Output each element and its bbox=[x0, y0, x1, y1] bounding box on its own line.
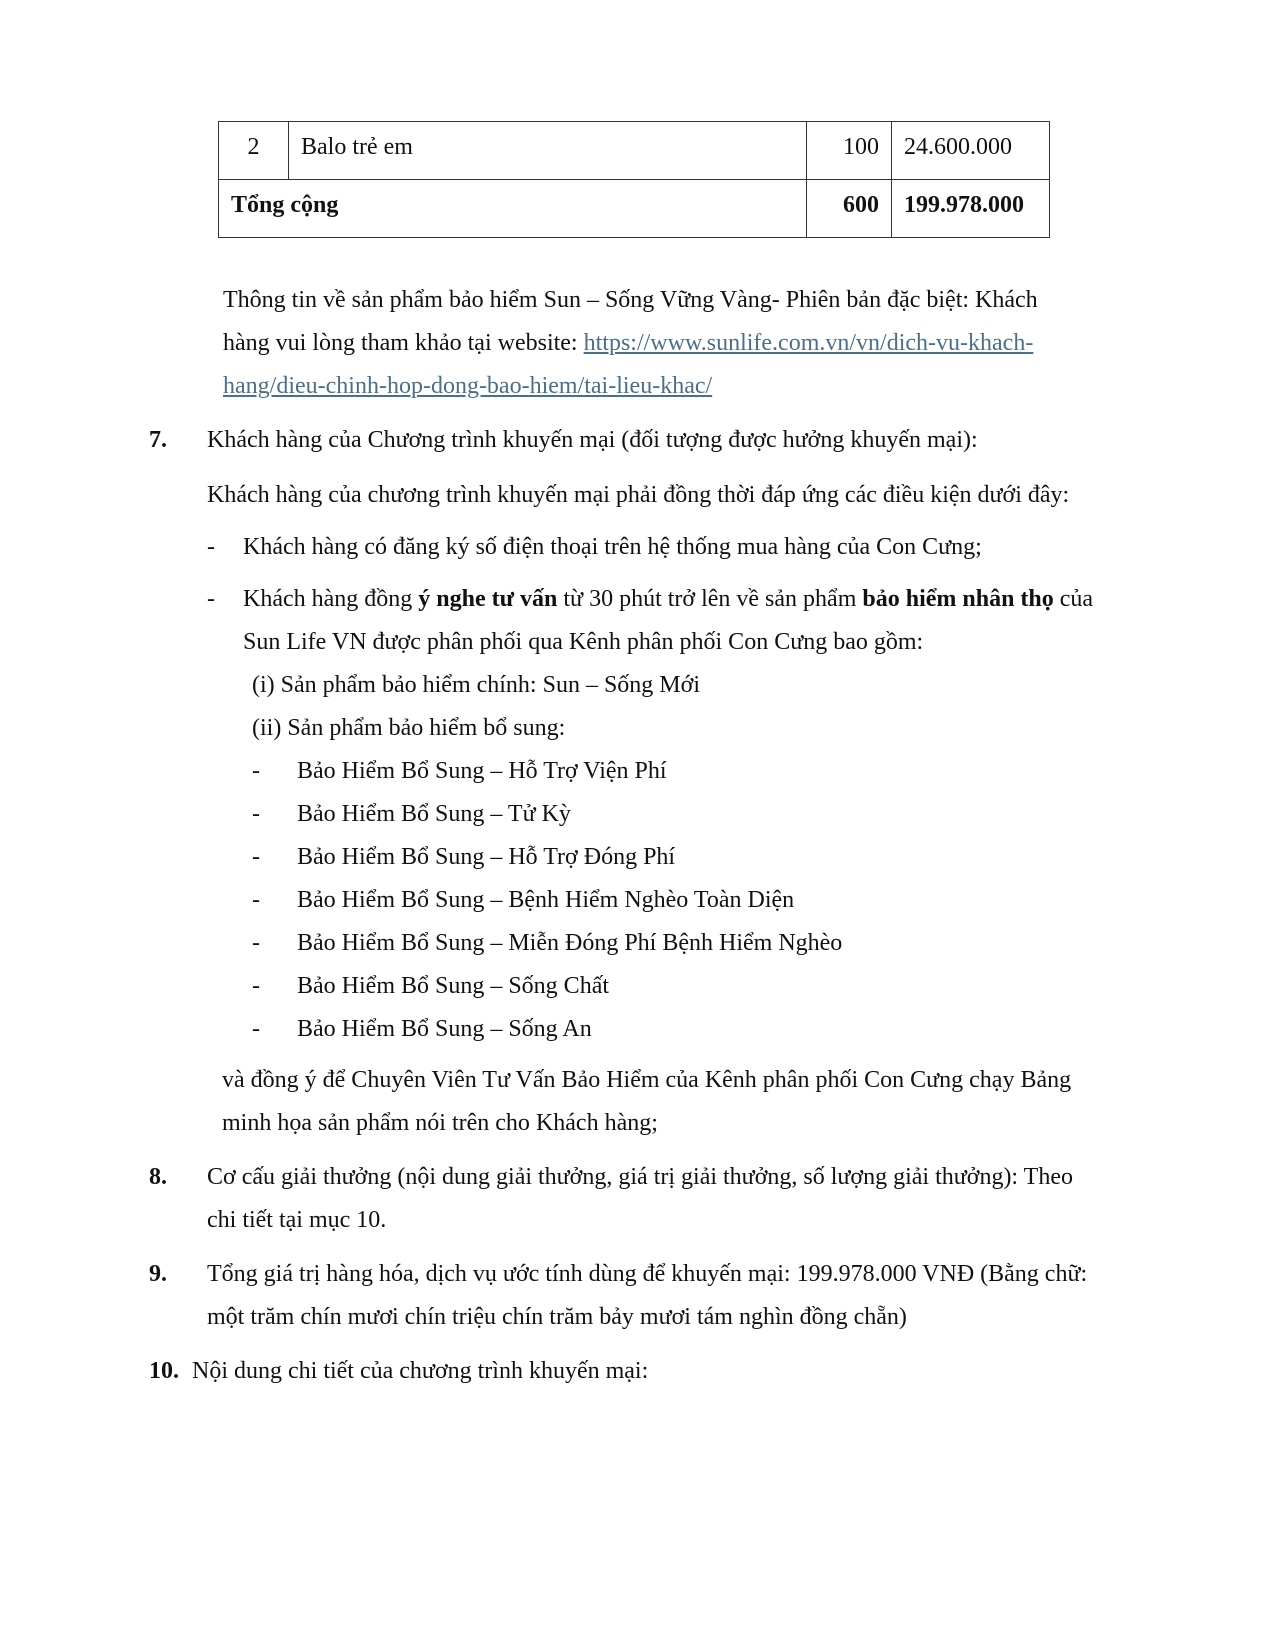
bullet-2-bold-life-insurance: bảo hiểm nhân thọ bbox=[862, 586, 1054, 612]
section-8-number: 8. bbox=[149, 1164, 167, 1190]
bullet-2-text: của bbox=[1053, 586, 1094, 612]
section-7-heading: Khách hàng của Chương trình khuyến mại (đối tượng được hưởng khuyến mại): bbox=[207, 427, 978, 453]
rider-dash: - bbox=[252, 801, 260, 827]
bullet-dash: - bbox=[207, 534, 215, 560]
bullet-2-line-2: Sun Life VN được phân phối qua Kênh phân phối Con Cưng bao gồm: bbox=[243, 629, 924, 655]
rider-item: Bảo Hiểm Bổ Sung – Sống Chất bbox=[297, 973, 610, 999]
section-7-intro: Khách hàng của chương trình khuyến mại phải đồng thời đáp ứng các điều kiện dưới đây: bbox=[207, 482, 1070, 508]
row-item-name: Balo trẻ em bbox=[289, 122, 807, 180]
website-link-continued[interactable]: hang/dieu-chinh-hop-dong-bao-hiem/tai-lieu-khac/ bbox=[223, 373, 713, 399]
rider-dash: - bbox=[252, 758, 260, 784]
row-value: 24.600.000 bbox=[892, 122, 1050, 180]
section-9-line-1: Tổng giá trị hàng hóa, dịch vụ ước tính dùng để khuyến mại: 199.978.000 VNĐ (Bằng chữ: bbox=[207, 1261, 1088, 1287]
row-number: 2 bbox=[219, 122, 289, 180]
sub-item-ii: (ii) Sản phẩm bảo hiểm bổ sung: bbox=[252, 715, 566, 741]
bullet-2-text: từ 30 phút trở lên về sản phẩm bbox=[557, 586, 863, 612]
rider-item: Bảo Hiểm Bổ Sung – Hỗ Trợ Viện Phí bbox=[297, 758, 667, 784]
section-9-line-2: một trăm chín mươi chín triệu chín trăm bảy mươi tám nghìn đồng chẵn) bbox=[207, 1304, 907, 1330]
total-quantity: 600 bbox=[807, 180, 892, 238]
info-line-3 bbox=[223, 374, 712, 398]
info-text: hàng vui lòng tham khảo tại website: bbox=[223, 330, 584, 356]
rider-item: Bảo Hiểm Bổ Sung – Sống An bbox=[297, 1016, 592, 1042]
rider-dash: - bbox=[252, 1016, 260, 1042]
info-line-1: Thông tin về sản phẩm bảo hiểm Sun – Sống Vững Vàng- Phiên bản đặc biệt: Khách bbox=[223, 287, 1038, 313]
table-total-row bbox=[219, 180, 1050, 238]
rider-item: Bảo Hiểm Bổ Sung – Bệnh Hiểm Nghèo Toàn Diện bbox=[297, 887, 795, 913]
section-7-closing-1: và đồng ý để Chuyên Viên Tư Vấn Bảo Hiểm của Kênh phân phối Con Cưng chạy Bảng bbox=[222, 1067, 1072, 1093]
info-line-2 bbox=[223, 331, 1033, 355]
total-value: 199.978.000 bbox=[892, 180, 1050, 238]
bullet-2-line-1 bbox=[243, 587, 1093, 611]
rider-item: Bảo Hiểm Bổ Sung – Tử Kỳ bbox=[297, 801, 571, 827]
section-8-line-1: Cơ cấu giải thưởng (nội dung giải thưởng, giá trị giải thưởng, số lượng giải thưởng): Theo bbox=[207, 1164, 1073, 1190]
section-10-heading: Nội dung chi tiết của chương trình khuyến mại: bbox=[192, 1358, 649, 1384]
rider-dash: - bbox=[252, 930, 260, 956]
rider-dash: - bbox=[252, 973, 260, 999]
prize-table bbox=[218, 121, 1050, 238]
bullet-2-bold-consult: ý nghe tư vấn bbox=[418, 586, 558, 612]
bullet-dash: - bbox=[207, 586, 215, 612]
bullet-1-text: Khách hàng có đăng ký số điện thoại trên hệ thống mua hàng của Con Cưng; bbox=[243, 534, 982, 560]
section-7-closing-2: minh họa sản phẩm nói trên cho Khách hàng; bbox=[222, 1110, 658, 1136]
section-7-number: 7. bbox=[149, 427, 167, 453]
rider-item: Bảo Hiểm Bổ Sung – Miễn Đóng Phí Bệnh Hiểm Nghèo bbox=[297, 930, 843, 956]
section-9-number: 9. bbox=[149, 1261, 167, 1287]
rider-item: Bảo Hiểm Bổ Sung – Hỗ Trợ Đóng Phí bbox=[297, 844, 676, 870]
rider-dash: - bbox=[252, 887, 260, 913]
sub-item-i: (i) Sản phẩm bảo hiểm chính: Sun – Sống Mới bbox=[252, 672, 700, 698]
table-row bbox=[219, 122, 1050, 180]
total-label: Tổng cộng bbox=[219, 180, 807, 238]
bullet-2-text: Khách hàng đồng bbox=[243, 586, 419, 612]
section-8-line-2: chi tiết tại mục 10. bbox=[207, 1207, 387, 1233]
section-10-number: 10. bbox=[149, 1358, 179, 1384]
rider-dash: - bbox=[252, 844, 260, 870]
row-quantity: 100 bbox=[807, 122, 892, 180]
website-link[interactable]: https://www.sunlife.com.vn/vn/dich-vu-khach- bbox=[583, 330, 1034, 356]
